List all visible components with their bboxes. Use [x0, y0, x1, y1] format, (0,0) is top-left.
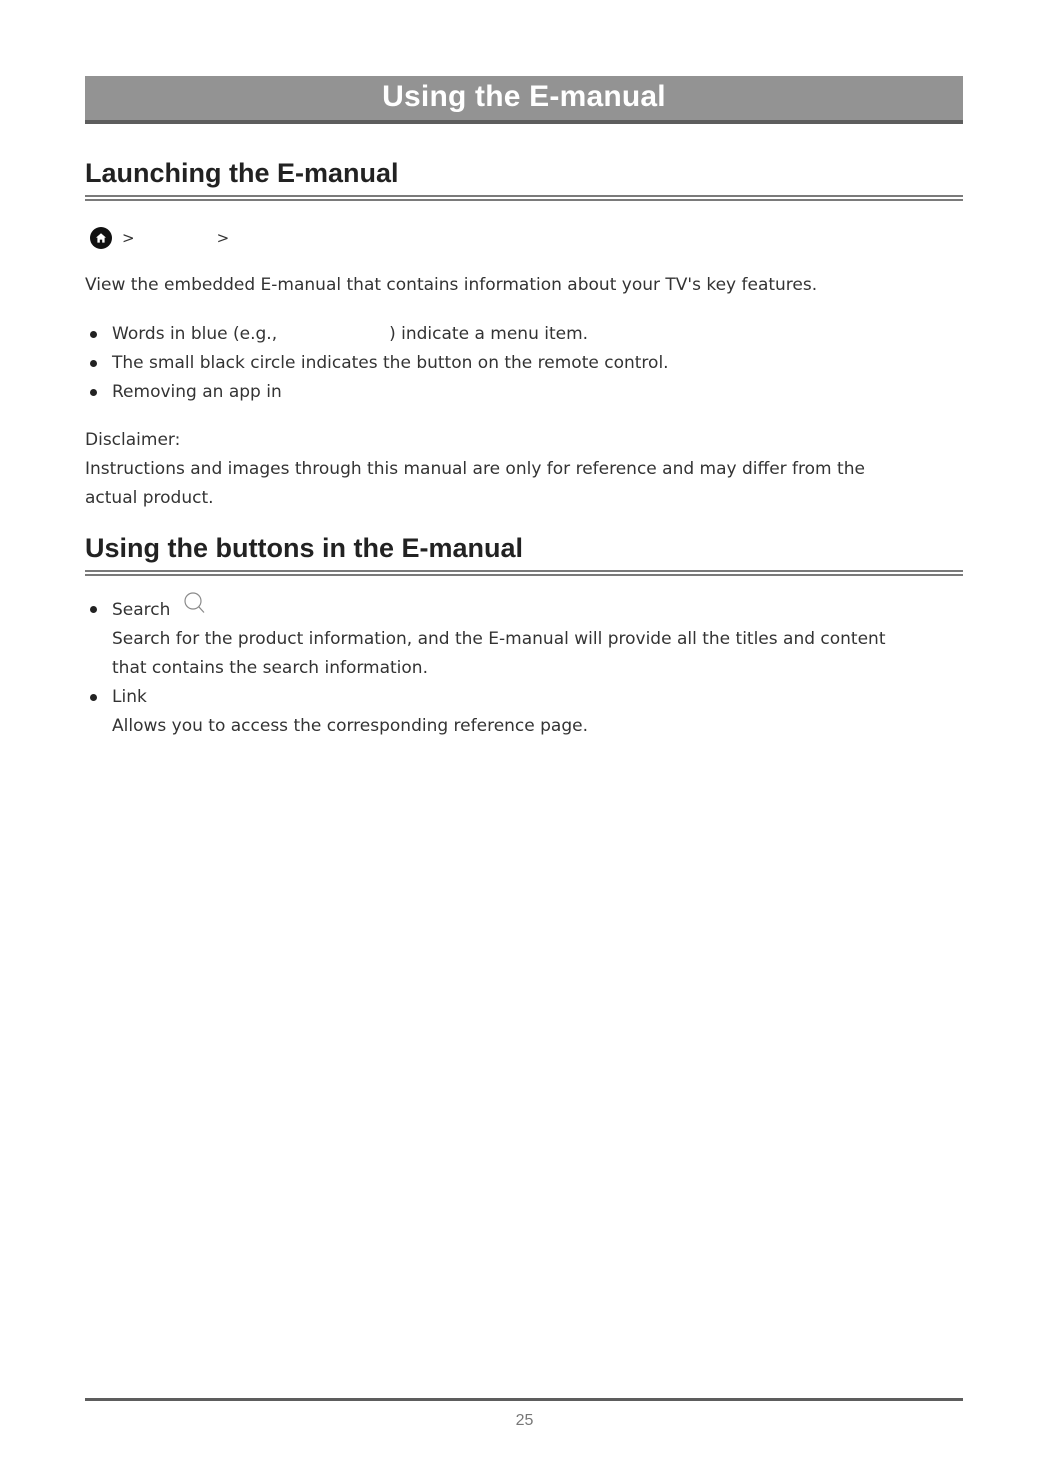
- notes-list: [85, 320, 963, 407]
- list-item: [85, 320, 963, 349]
- link-description: Allows you to access the corresponding reference page.: [112, 716, 588, 736]
- bullet-dot: [90, 331, 97, 338]
- launching-heading: Launching the E-manual: [85, 158, 399, 188]
- buttons-heading: Using the buttons in the E-manual: [85, 533, 523, 563]
- search-description: Search for the product information, and the E-manual will provide all the titles and content that contains the search information.: [112, 629, 886, 678]
- bullet-dot: [90, 694, 97, 701]
- page-number: 25: [515, 1412, 534, 1429]
- bullet-dot: [90, 389, 97, 396]
- heading-divider: [85, 570, 963, 576]
- disclaimer-label: Disclaimer:: [85, 430, 181, 450]
- link-label: Link: [112, 687, 147, 707]
- disclaimer: [85, 426, 963, 513]
- search-label: Search: [112, 600, 171, 620]
- list-item: [85, 595, 963, 683]
- bullet-dot: [90, 606, 97, 613]
- section-heading-buttons: [85, 532, 963, 576]
- intro-paragraph: [85, 271, 963, 300]
- bullet-text: Removing an app in: [112, 382, 282, 402]
- bullet-text-before: Words in blue (e.g.,: [112, 324, 278, 344]
- path-separator: >: [122, 229, 135, 247]
- bullet-dot: [90, 360, 97, 367]
- path-separator: >: [216, 229, 230, 247]
- list-item: [85, 378, 963, 407]
- page-title: Using the E-manual: [382, 79, 666, 113]
- title-banner: [85, 76, 963, 124]
- search-icon: [182, 591, 208, 625]
- list-item: [85, 349, 963, 378]
- buttons-list: [85, 595, 963, 741]
- menu-path: [85, 226, 963, 250]
- bullet-text-after: ) indicate a menu item.: [389, 324, 589, 344]
- bullet-text: The small black circle indicates the button on the remote control.: [112, 353, 669, 373]
- list-item: [85, 683, 963, 741]
- section-heading-launching: [85, 157, 963, 201]
- disclaimer-text: Instructions and images through this manual are only for reference and may differ from the actual product.: [85, 459, 865, 508]
- intro-text: View the embedded E-manual that contains information about your TV's key features.: [85, 275, 818, 295]
- footer-divider: [85, 1398, 963, 1401]
- heading-divider: [85, 195, 963, 201]
- home-icon: [90, 227, 112, 249]
